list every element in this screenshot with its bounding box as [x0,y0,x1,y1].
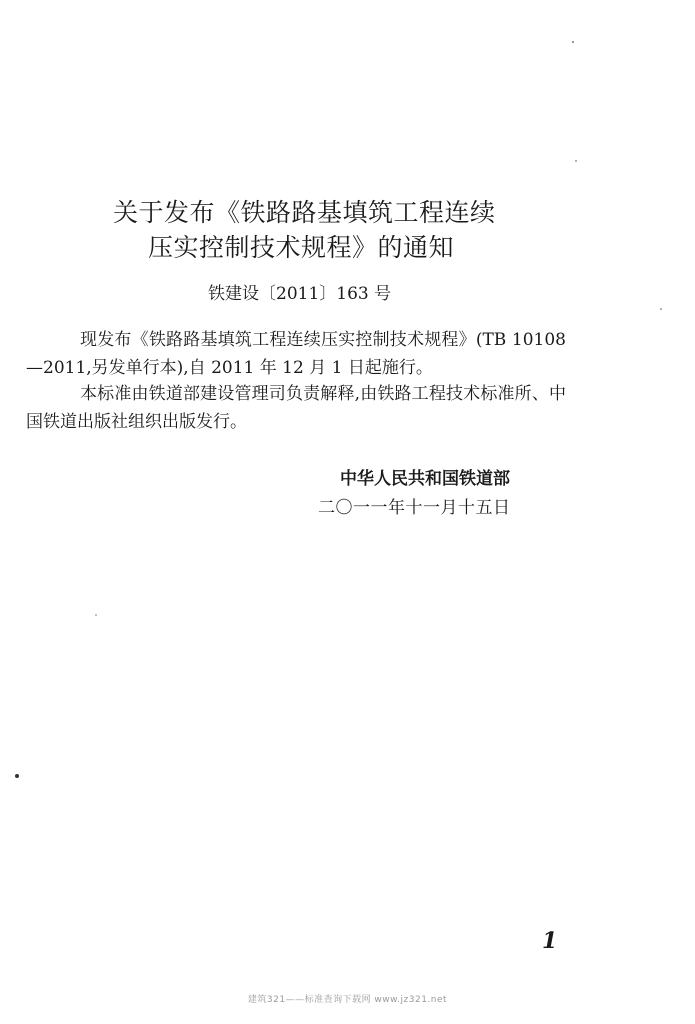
scan-speck [660,308,662,310]
document-number: 铁建设〔2011〕163 号 [208,284,392,304]
body-paragraph-1: 现发布《铁路路基填筑工程连续压实控制技术规程》(TB 10108—2011,另发单行本),自 2011 年 12 月 1 日起施行。 [26,330,566,378]
scan-speck [572,41,574,43]
issue-date: 二〇一一年十一月十五日 [318,498,511,518]
scan-speck [95,614,97,616]
watermark-footer: 建筑321——标准查询下载网 www.jz321.net [247,995,448,1005]
page-number: 1 [542,928,558,954]
issuing-authority: 中华人民共和国铁道部 [340,469,510,489]
notice-title-line-2: 压实控制技术规程》的通知 [148,233,455,262]
scan-speck [575,160,577,162]
body-paragraph-2: 本标准由铁道部建设管理司负责解释,由铁路工程技术标准所、中国铁道出版社组织出版发行。 [26,384,566,432]
notice-title-line-1: 关于发布《铁路路基填筑工程连续 [113,198,496,227]
scan-speck [15,774,19,778]
